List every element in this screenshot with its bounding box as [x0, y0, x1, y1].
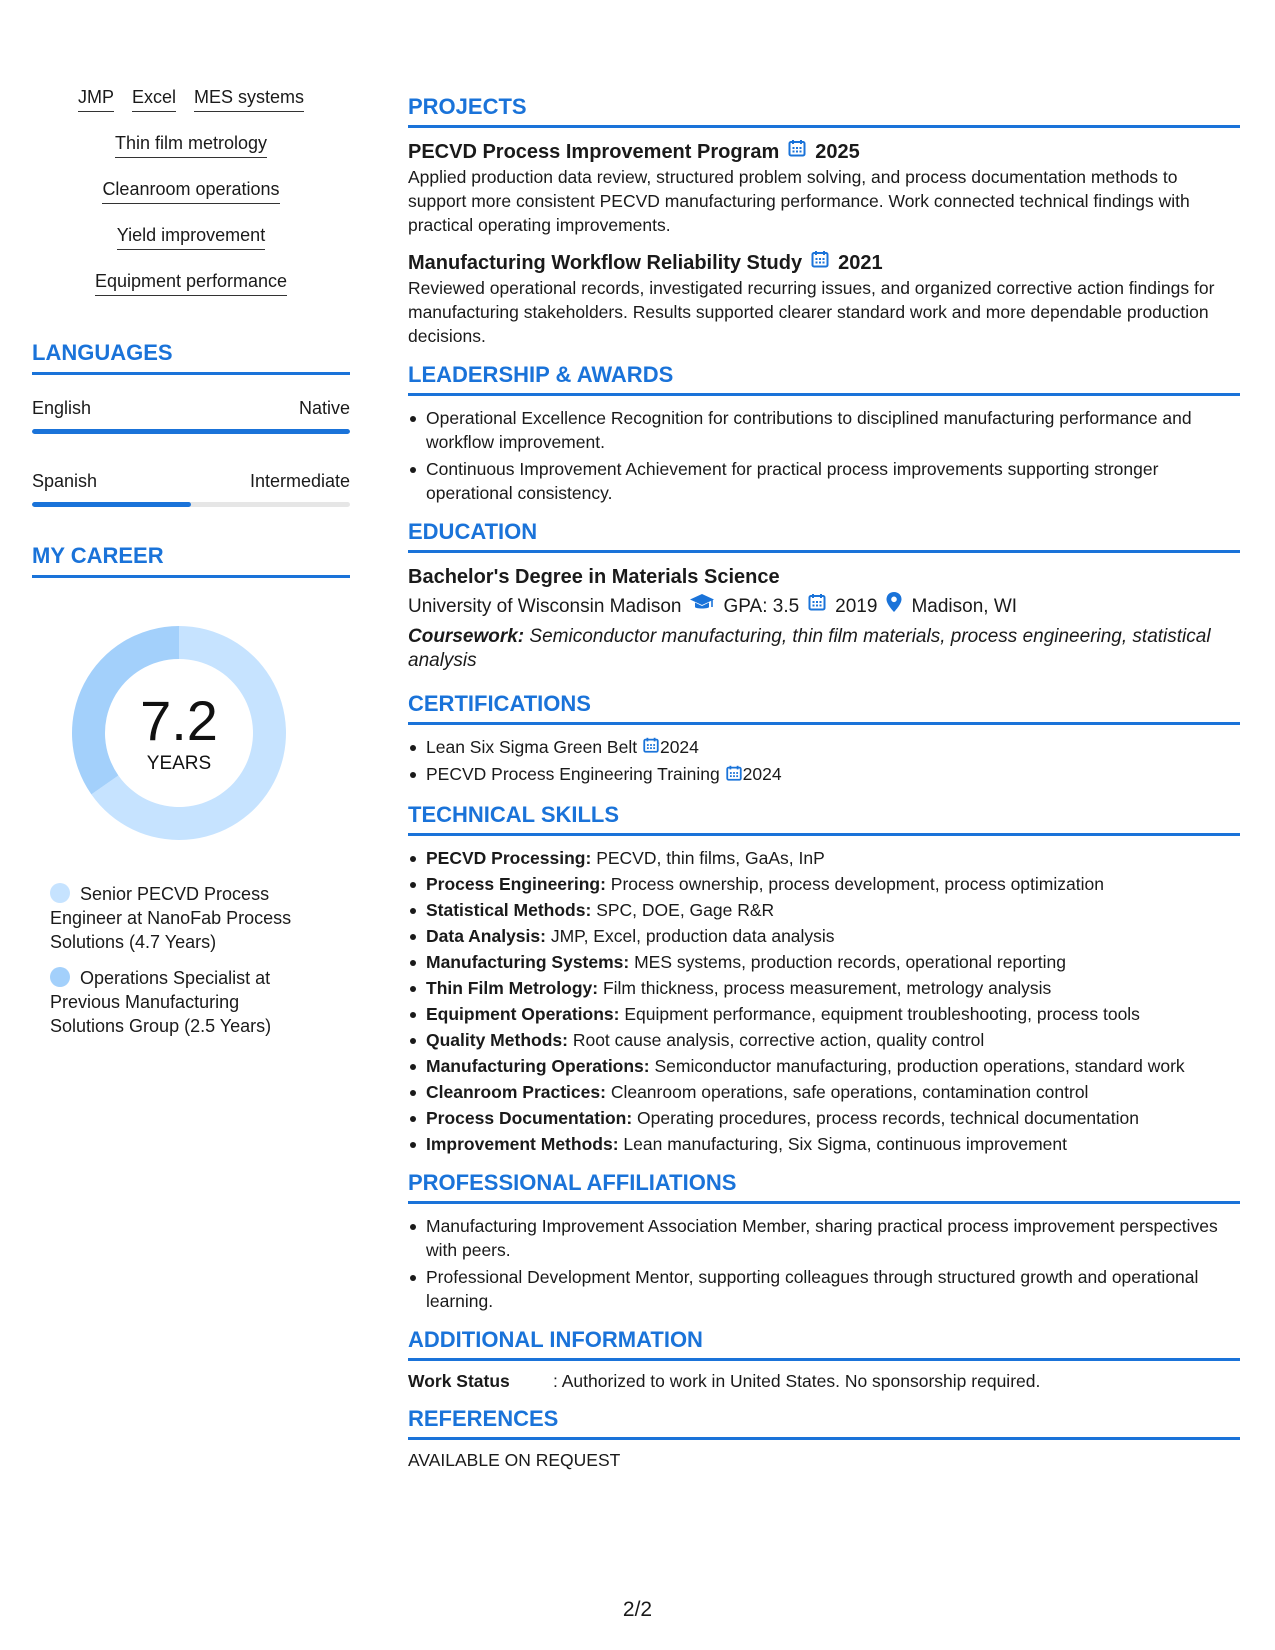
career-years-label: YEARS: [146, 753, 212, 774]
skill-item: [408, 1132, 1240, 1156]
skill-item: [408, 872, 1240, 896]
education-title: EDUCATION: [408, 519, 1240, 553]
legend-dot: [50, 967, 70, 987]
skill-value: Semiconductor manufacturing, production operations, standard work: [654, 1055, 1185, 1076]
skill-tag: Yield improvement: [117, 224, 265, 250]
career-years: 7.2: [140, 689, 218, 752]
skill-item: [408, 1028, 1240, 1052]
skill-tag: JMP: [78, 86, 114, 112]
skill-value: MES systems, production records, operational reporting: [634, 951, 1066, 972]
skill-item: [408, 1002, 1240, 1026]
projects-section: [408, 94, 1240, 348]
skill-value: Cleanroom operations, safe operations, contamination control: [610, 1081, 1089, 1102]
skill-label: PECVD Processing:: [426, 847, 592, 868]
career-title: MY CAREER: [32, 543, 350, 578]
skill-value: Equipment performance, equipment troubleshooting, process tools: [624, 1003, 1140, 1024]
language-row: [32, 470, 350, 492]
school: University of Wisconsin Madison: [408, 596, 682, 617]
references-title: REFERENCES: [408, 1406, 1240, 1440]
graduation-year: 2019: [835, 596, 878, 617]
skill-label: Manufacturing Systems:: [426, 951, 630, 972]
languages-section: [32, 340, 350, 507]
skill-item: [408, 1054, 1240, 1078]
skill-label: Manufacturing Operations:: [426, 1055, 650, 1076]
additional-info-section: [408, 1327, 1240, 1392]
skill-label: Data Analysis:: [426, 925, 546, 946]
degree: Bachelor's Degree in Materials Science: [408, 566, 780, 588]
career-donut: [64, 618, 294, 848]
career-legend-label: Operations Specialist at Previous Manufacturing Solutions Group (2.5 Years): [50, 968, 272, 1036]
language-row: [32, 397, 350, 419]
skill-value: Film thickness, process measurement, metrology analysis: [602, 977, 1052, 998]
skill-item: [408, 898, 1240, 922]
career-legend: [50, 882, 310, 1038]
skill-label: Thin Film Metrology:: [426, 977, 599, 998]
languages-title: LANGUAGES: [32, 340, 350, 375]
certification-year: 2024: [659, 737, 699, 757]
language-name: English: [32, 398, 92, 418]
list-item: [408, 735, 1240, 760]
skill-item: [408, 1080, 1240, 1104]
language-bar: [32, 502, 350, 507]
skill-label: Quality Methods:: [426, 1029, 568, 1050]
work-status: [408, 1371, 1240, 1392]
calendar-icon: [725, 764, 743, 788]
skill-tag: MES systems: [194, 86, 304, 112]
work-status-label: Work Status: [408, 1370, 510, 1391]
calendar-icon: [807, 592, 827, 622]
career-legend-item: [50, 966, 310, 1038]
donut-center: [64, 618, 294, 848]
list-item: Professional Development Mentor, supporting colleagues through structured growth and operational learning.: [408, 1265, 1240, 1313]
certifications-title: CERTIFICATIONS: [408, 691, 1240, 725]
technical-skills-list: [408, 846, 1240, 1156]
career-section: [32, 543, 350, 1038]
affiliations-title: PROFESSIONAL AFFILIATIONS: [408, 1170, 1240, 1204]
language-bar: [32, 429, 350, 434]
skill-item: [408, 976, 1240, 1000]
language-level: Native: [298, 398, 350, 418]
tag-row: [32, 132, 350, 158]
leadership-title: LEADERSHIP & AWARDS: [408, 362, 1240, 396]
references-section: [408, 1406, 1240, 1471]
skill-label: Cleanroom Practices:: [426, 1081, 606, 1102]
skill-tag: Cleanroom operations: [102, 178, 279, 204]
leadership-list: [408, 406, 1240, 505]
affiliations-section: [408, 1170, 1240, 1313]
calendar-icon: [810, 249, 830, 276]
calendar-icon: [787, 138, 807, 165]
project-description: Applied production data review, structured problem solving, and process documentation methods to support more consistent PECVD manufacturing performance. Work connected technical findings with practical operating improvements.: [408, 167, 1190, 235]
project-name: PECVD Process Improvement Program: [408, 140, 780, 163]
certifications-section: [408, 691, 1240, 788]
skill-tags: [32, 86, 350, 296]
language-level: Intermediate: [249, 471, 350, 491]
education-details: [408, 591, 1240, 623]
references-text: AVAILABLE ON REQUEST: [408, 1449, 621, 1470]
skill-label: Improvement Methods:: [426, 1133, 619, 1154]
tag-row: [32, 270, 350, 296]
coursework: [408, 625, 1240, 673]
skill-value: SPC, DOE, Gage R&R: [596, 899, 775, 920]
skill-value: Lean manufacturing, Six Sigma, continuous improvement: [623, 1133, 1067, 1154]
certification-year: 2024: [742, 764, 782, 785]
project-name: Manufacturing Workflow Reliability Study: [408, 251, 803, 274]
skill-tag: Excel: [132, 86, 176, 112]
right-column: [408, 94, 1240, 1485]
career-legend-item: [50, 882, 310, 954]
work-status-value: : Authorized to work in United States. No sponsorship required.: [553, 1370, 1041, 1391]
skill-tag: Equipment performance: [95, 270, 287, 296]
tag-row: [32, 224, 350, 250]
technical-skills-title: TECHNICAL SKILLS: [408, 802, 1240, 836]
coursework-text: Semiconductor manufacturing, thin film materials, process engineering, statistical analysis: [408, 626, 1211, 671]
coursework-label: Coursework:: [408, 626, 525, 647]
skill-tag: Thin film metrology: [115, 132, 267, 158]
additional-info-title: ADDITIONAL INFORMATION: [408, 1327, 1240, 1361]
certification-name: Lean Six Sigma Green Belt: [426, 737, 638, 757]
project-year: 2021: [838, 251, 883, 274]
leadership-section: [408, 362, 1240, 505]
tag-row: [32, 86, 350, 112]
projects-title: PROJECTS: [408, 94, 1240, 128]
skill-label: Statistical Methods:: [426, 899, 592, 920]
list-item: Continuous Improvement Achievement for practical process improvements supporting stronger operational consistency.: [408, 457, 1240, 505]
language-bar-fill: [32, 502, 191, 507]
skill-label: Process Engineering:: [426, 873, 606, 894]
languages-list: [32, 397, 350, 507]
affiliations-list: [408, 1214, 1240, 1313]
language-bar-fill: [32, 429, 350, 434]
language-name: Spanish: [32, 471, 98, 491]
skill-value: JMP, Excel, production data analysis: [550, 925, 835, 946]
left-column: [32, 86, 350, 1050]
legend-dot: [50, 883, 70, 903]
project-title: [408, 249, 1240, 276]
list-item: Operational Excellence Recognition for contributions to disciplined manufacturing performance and workflow improvement.: [408, 406, 1240, 454]
list-item: [408, 762, 1240, 787]
tag-row: [32, 178, 350, 204]
project-description: Reviewed operational records, investigated recurring issues, and organized corrective action findings for manufacturing stakeholders. Results supported clearer standard work and more dependable production decisions.: [408, 278, 1215, 346]
skill-value: Operating procedures, process records, technical documentation: [637, 1107, 1139, 1128]
education-location: Madison, WI: [911, 596, 1018, 617]
skill-item: [408, 950, 1240, 974]
skill-item: [408, 1106, 1240, 1130]
graduation-cap-icon: [689, 592, 715, 622]
project-year: 2025: [815, 140, 860, 163]
skill-value: Process ownership, process development, process optimization: [610, 873, 1104, 894]
skill-label: Process Documentation:: [426, 1107, 633, 1128]
certifications-list: [408, 735, 1240, 788]
certification-name: PECVD Process Engineering Training: [426, 764, 720, 785]
list-item: Manufacturing Improvement Association Member, sharing practical process improvement perspectives with peers.: [408, 1214, 1240, 1262]
skill-label: Equipment Operations:: [426, 1003, 620, 1024]
career-legend-label: Senior PECVD Process Engineer at NanoFab Process Solutions (4.7 Years): [50, 884, 292, 952]
education-section: [408, 519, 1240, 673]
skill-value: PECVD, thin films, GaAs, InP: [596, 847, 825, 868]
project-title: [408, 138, 1240, 165]
skill-item: [408, 924, 1240, 948]
skill-value: Root cause analysis, corrective action, quality control: [572, 1029, 985, 1050]
technical-skills-section: [408, 802, 1240, 1156]
gpa: GPA: 3.5: [723, 596, 800, 617]
page-number: 2/2: [622, 1598, 653, 1621]
calendar-icon: [642, 736, 660, 760]
map-pin-icon: [885, 591, 903, 623]
skill-item: [408, 846, 1240, 870]
